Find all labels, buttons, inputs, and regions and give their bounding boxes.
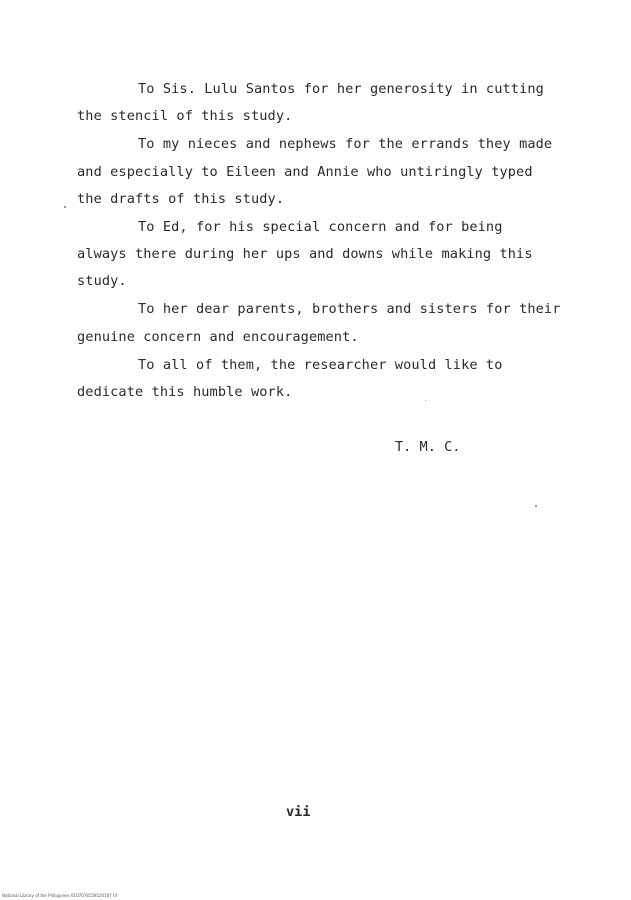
paragraph-1-line-2: the stencil of this study. bbox=[77, 108, 293, 124]
paragraph-4-line-2: genuine concern and encouragement. bbox=[77, 329, 359, 345]
page-number: vii bbox=[286, 804, 311, 820]
scan-speck bbox=[64, 206, 66, 208]
scan-speck bbox=[535, 505, 537, 507]
signature-initials: T. M. C. bbox=[395, 439, 461, 455]
paragraph-1-line-1: To Sis. Lulu Santos for her generosity in cutting bbox=[138, 81, 544, 97]
paragraph-2-line-3: the drafts of this study. bbox=[77, 191, 285, 207]
paragraph-5-line-2: dedicate this humble work. bbox=[77, 384, 293, 400]
scan-speck bbox=[425, 400, 426, 401]
paragraph-2-line-2: and especially to Eileen and Annie who untiringly typed bbox=[77, 164, 533, 180]
paragraph-5-line-1: To all of them, the researcher would like to bbox=[138, 357, 503, 373]
paragraph-3-line-3: study. bbox=[77, 273, 127, 289]
paragraph-3-line-2: always there during her ups and downs while making this bbox=[77, 246, 533, 262]
paragraph-3-line-1: To Ed, for his special concern and for being bbox=[138, 219, 503, 235]
footer-stamp: National Library of the Philippines 0107078159520107 tif bbox=[2, 893, 118, 898]
paragraph-2-line-1: To my nieces and nephews for the errands they made bbox=[138, 136, 553, 152]
paragraph-4-line-1: To her dear parents, brothers and sisters for their bbox=[138, 301, 561, 317]
